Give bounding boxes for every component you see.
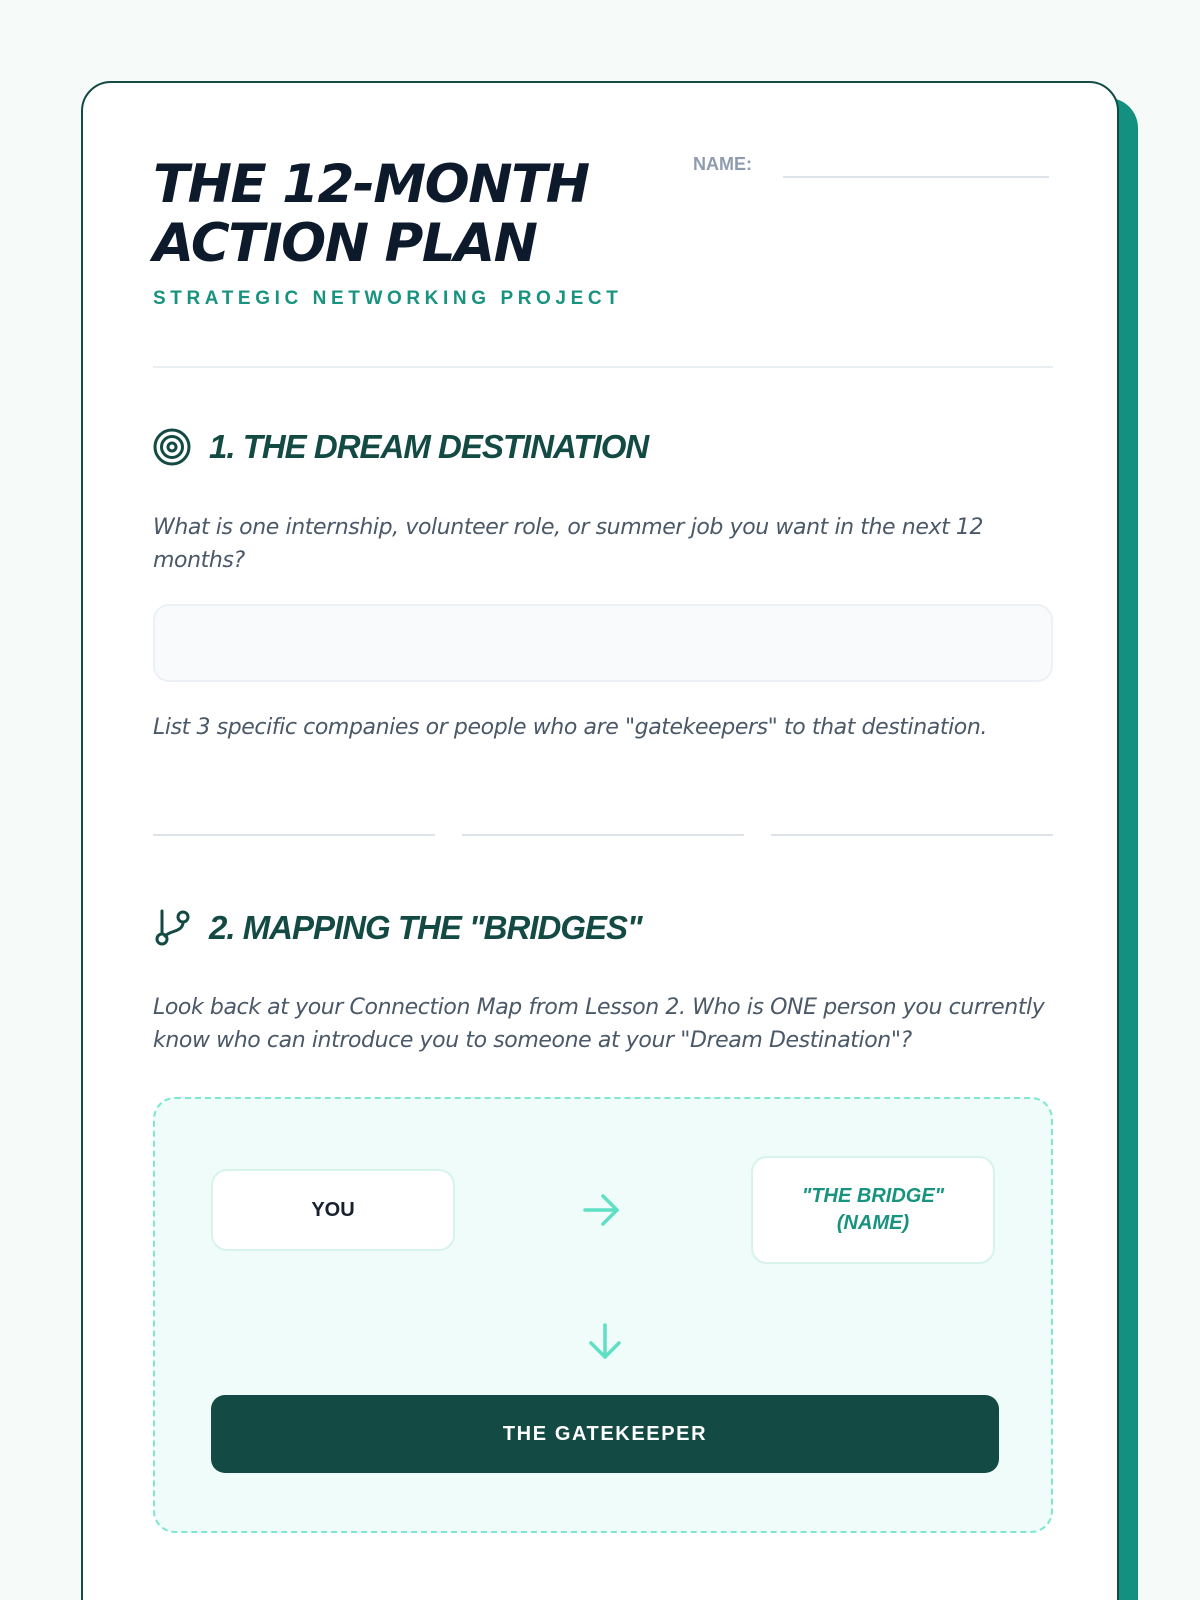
gatekeeper-line-1[interactable]	[153, 834, 435, 836]
page-subtitle: STRATEGIC NETWORKING PROJECT	[153, 288, 623, 309]
page-title: THE 12-MONTH ACTION PLAN	[153, 154, 589, 274]
bridge-name-node[interactable]: "THE BRIDGE" (NAME)	[751, 1156, 995, 1264]
header-divider	[153, 366, 1053, 368]
git-branch-icon	[153, 908, 193, 948]
section-1-title: 1. THE DREAM DESTINATION	[209, 428, 649, 465]
section-2-title: 2. MAPPING THE "BRIDGES"	[209, 909, 642, 946]
you-node: YOU	[211, 1169, 455, 1251]
target-icon	[153, 427, 193, 467]
gatekeeper-node: THE GATEKEEPER	[211, 1395, 999, 1473]
bridge-map	[153, 1097, 1053, 1533]
gatekeeper-line-3[interactable]	[771, 834, 1053, 836]
name-label: NAME:	[693, 154, 752, 174]
section-2-prompt: Look back at your Connection Map from Lesson 2. Who is ONE person you currently know who can introduce you to someone at your "Dream Destination"?	[153, 995, 1045, 1053]
arrow-right-icon	[581, 1189, 623, 1231]
section-1-prompt: What is one internship, volunteer role, or summer job you want in the next 12 months?	[153, 515, 984, 573]
gatekeeper-line-2[interactable]	[462, 834, 744, 836]
section-1-heading	[153, 427, 648, 467]
gatekeepers-prompt: List 3 specific companies or people who are "gatekeepers" to that destination.	[153, 715, 988, 740]
dream-destination-input[interactable]	[153, 604, 1053, 682]
section-2-heading	[153, 908, 642, 948]
worksheet-card	[81, 81, 1119, 1600]
arrow-down-icon	[584, 1321, 626, 1363]
name-input-line[interactable]	[783, 176, 1049, 178]
